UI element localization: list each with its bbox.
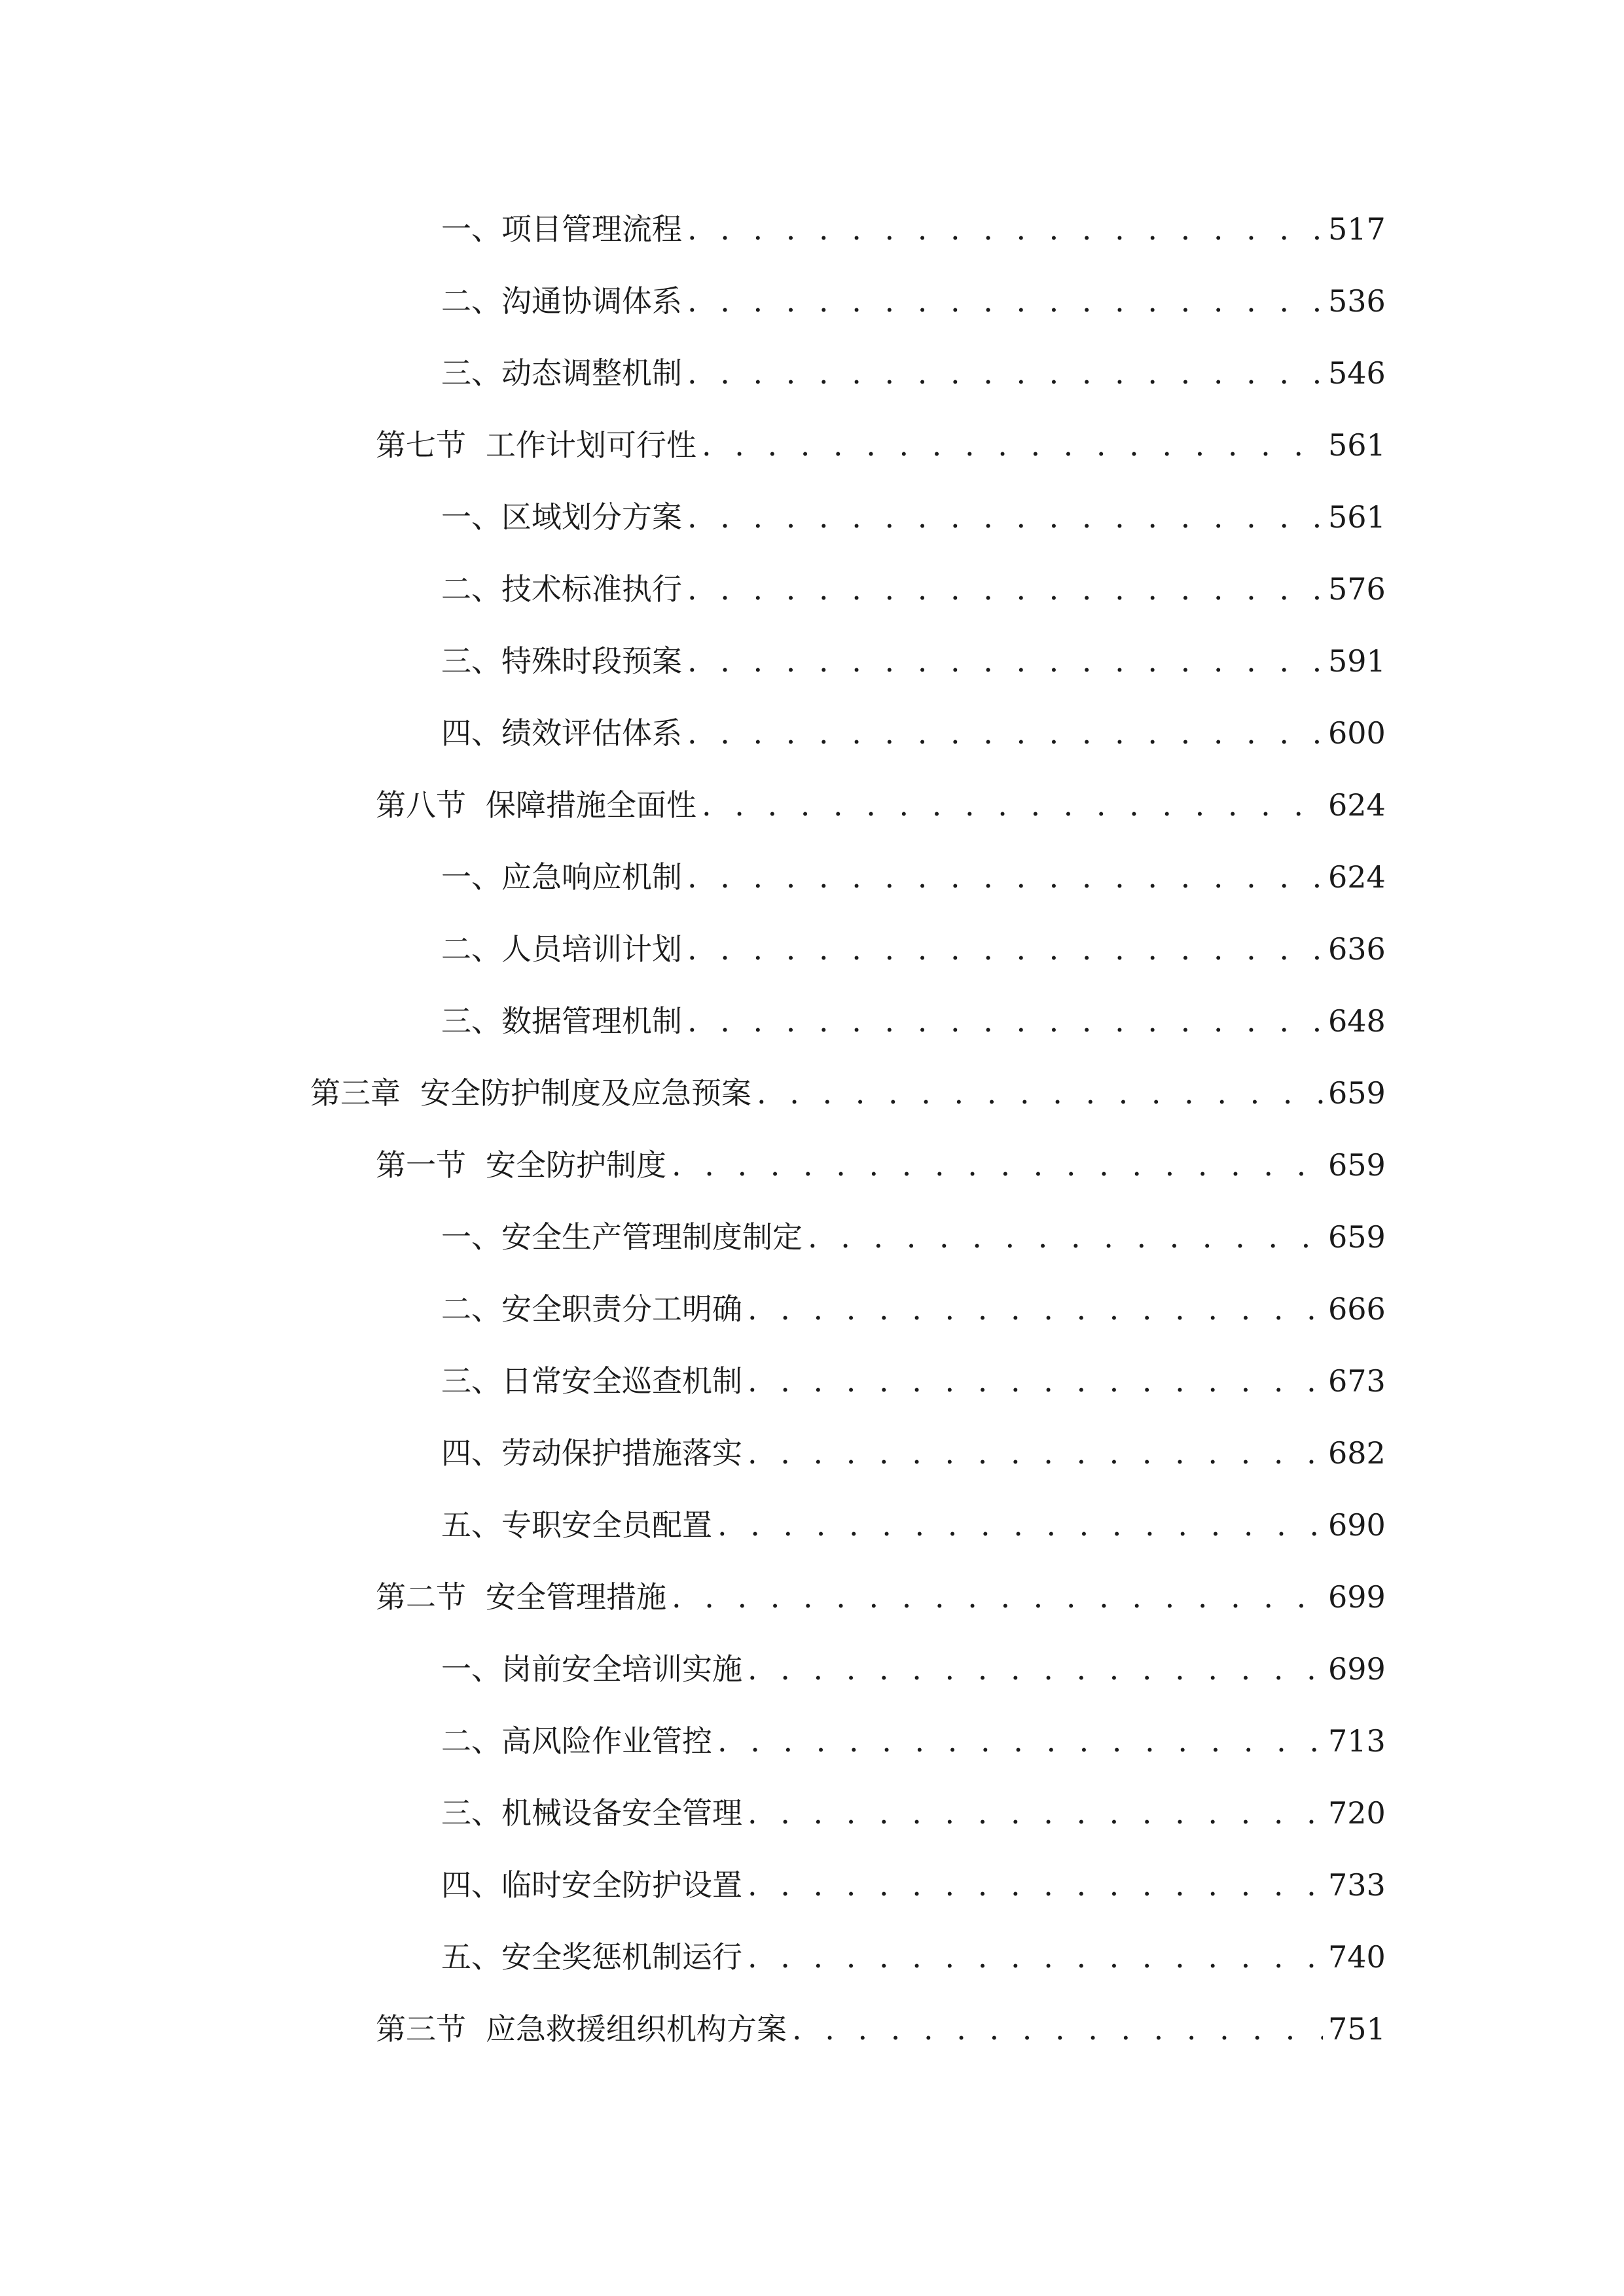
toc-entry-title: 数据管理机制	[501, 1003, 682, 1039]
toc-entry-title: 安全职责分工明确	[501, 1291, 742, 1327]
dot-leader	[792, 2003, 1323, 2055]
toc-entry-title: 安全管理措施	[486, 1579, 666, 1615]
toc-entry-page: 720	[1328, 1795, 1386, 1831]
toc-entry-page: 648	[1328, 1003, 1386, 1039]
toc-entry[interactable]	[441, 1715, 1386, 1767]
dot-leader	[687, 347, 1323, 399]
dot-leader	[687, 563, 1323, 615]
toc-entry-page: 636	[1328, 931, 1386, 967]
toc-entry-page: 659	[1328, 1147, 1386, 1183]
toc-entry-page: 624	[1328, 787, 1386, 823]
toc-entry-number: 三、	[441, 643, 501, 679]
toc-entry[interactable]	[441, 491, 1386, 543]
toc-entry-page: 561	[1328, 427, 1386, 463]
toc-entry-page: 673	[1328, 1363, 1386, 1399]
toc-entry[interactable]	[376, 2003, 1386, 2055]
toc-entry-page: 600	[1328, 715, 1386, 751]
toc-entry-title: 岗前安全培训实施	[501, 1651, 742, 1687]
toc-entry[interactable]	[441, 1427, 1386, 1479]
toc-entry[interactable]	[441, 1283, 1386, 1335]
dot-leader	[748, 1355, 1323, 1407]
toc-entry-title: 安全奖惩机制运行	[501, 1939, 742, 1975]
toc-entry-page: 576	[1328, 571, 1386, 607]
toc-entry-page: 699	[1328, 1651, 1386, 1687]
toc-entry-number: 一、	[441, 499, 501, 535]
dot-leader	[687, 995, 1323, 1047]
toc-entry-page: 624	[1328, 859, 1386, 895]
toc-entry-number: 四、	[441, 1867, 501, 1903]
toc-entry-page: 733	[1328, 1867, 1386, 1903]
dot-leader	[717, 1715, 1323, 1767]
dot-leader	[748, 1643, 1323, 1695]
toc-entry-number: 四、	[441, 1435, 501, 1471]
dot-leader	[687, 203, 1323, 255]
toc-entry-page: 659	[1328, 1075, 1386, 1111]
toc-entry[interactable]	[441, 275, 1386, 327]
toc-entry-title: 保障措施全面性	[486, 787, 696, 823]
toc-entry-number: 一、	[441, 1651, 501, 1687]
dot-leader	[687, 635, 1323, 687]
toc-entry[interactable]	[441, 1787, 1386, 1839]
toc-entry-page: 517	[1328, 211, 1386, 247]
toc-entry-page: 740	[1328, 1939, 1386, 1975]
dot-leader	[748, 1859, 1323, 1911]
dot-leader	[808, 1211, 1323, 1263]
toc-entry-title: 项目管理流程	[501, 211, 682, 247]
toc-entry-page: 690	[1328, 1507, 1386, 1543]
dot-leader	[687, 491, 1323, 543]
toc-entry-title: 日常安全巡查机制	[501, 1363, 742, 1399]
toc-entry-number: 三、	[441, 355, 501, 391]
toc-entry-number: 四、	[441, 715, 501, 751]
toc-entry[interactable]	[441, 635, 1386, 687]
toc-entry-page: 561	[1328, 499, 1386, 535]
toc-entry-title: 工作计划可行性	[486, 427, 696, 463]
toc-entry-number: 五、	[441, 1507, 501, 1543]
toc-entry-title: 应急响应机制	[501, 859, 682, 895]
toc-entry-page: 682	[1328, 1435, 1386, 1471]
toc-entry-page: 666	[1328, 1291, 1386, 1327]
dot-leader	[748, 1427, 1323, 1479]
toc-entry[interactable]	[441, 1931, 1386, 1983]
toc-entry-number: 第二节	[376, 1579, 466, 1615]
toc-entry-number: 第三节	[376, 2011, 466, 2047]
toc-entry-title: 人员培训计划	[501, 931, 682, 967]
toc-entry-number: 一、	[441, 1219, 501, 1255]
toc-entry[interactable]	[441, 995, 1386, 1047]
toc-entry[interactable]	[441, 1355, 1386, 1407]
toc-entry[interactable]	[441, 1499, 1386, 1551]
toc-entry-number: 三、	[441, 1363, 501, 1399]
dot-leader	[702, 419, 1323, 471]
toc-entry-page: 699	[1328, 1579, 1386, 1615]
toc-entry-number: 第一节	[376, 1147, 466, 1183]
toc-entry-title: 特殊时段预案	[501, 643, 682, 679]
dot-leader	[748, 1283, 1323, 1335]
dot-leader	[702, 779, 1323, 831]
dot-leader	[687, 851, 1323, 903]
toc-entry[interactable]	[441, 1211, 1386, 1263]
toc-entry[interactable]	[441, 851, 1386, 903]
toc-entry-title: 临时安全防护设置	[501, 1867, 742, 1903]
toc-entry[interactable]	[441, 1859, 1386, 1911]
toc-entry-number: 第七节	[376, 427, 466, 463]
toc-entry-number: 三、	[441, 1795, 501, 1831]
toc-entry[interactable]	[441, 563, 1386, 615]
dot-leader	[748, 1931, 1323, 1983]
toc-entry-page: 751	[1328, 2011, 1386, 2047]
dot-leader	[687, 923, 1323, 975]
dot-leader	[757, 1067, 1323, 1119]
toc-entry[interactable]	[441, 203, 1386, 255]
toc-entry-number: 二、	[441, 1291, 501, 1327]
toc-entry-page: 536	[1328, 283, 1386, 319]
toc-entry[interactable]	[310, 1067, 1386, 1119]
toc-entry-page: 659	[1328, 1219, 1386, 1255]
toc-entry-title: 安全防护制度	[486, 1147, 666, 1183]
toc-entry[interactable]	[376, 1139, 1386, 1191]
toc-entry-title: 机械设备安全管理	[501, 1795, 742, 1831]
toc-entry-title: 绩效评估体系	[501, 715, 682, 751]
toc-entry[interactable]	[376, 419, 1386, 471]
toc-entry[interactable]	[441, 1643, 1386, 1695]
dot-leader	[748, 1787, 1323, 1839]
toc-entry-number: 一、	[441, 859, 501, 895]
toc-entry-title: 安全防护制度及应急预案	[420, 1075, 751, 1111]
toc-entry-title: 安全生产管理制度制定	[501, 1219, 803, 1255]
toc-entry[interactable]	[441, 923, 1386, 975]
toc-entry-title: 沟通协调体系	[501, 283, 682, 319]
toc-entry-number: 二、	[441, 283, 501, 319]
toc-entry-number: 三、	[441, 1003, 501, 1039]
toc-entry-page: 591	[1328, 643, 1386, 679]
toc-entry-title: 劳动保护措施落实	[501, 1435, 742, 1471]
toc-entry-title: 专职安全员配置	[501, 1507, 712, 1543]
toc-entry-number: 二、	[441, 1723, 501, 1759]
toc-entry-number: 五、	[441, 1939, 501, 1975]
toc-entry-page: 713	[1328, 1723, 1386, 1759]
dot-leader	[672, 1571, 1323, 1623]
toc-entry-number: 二、	[441, 571, 501, 607]
toc-entry-title: 动态调整机制	[501, 355, 682, 391]
toc-entry-number: 第八节	[376, 787, 466, 823]
toc-entry[interactable]	[441, 707, 1386, 759]
toc-entry-title: 区域划分方案	[501, 499, 682, 535]
toc-entry-number: 第三章	[310, 1075, 401, 1111]
toc-entry[interactable]	[376, 1571, 1386, 1623]
dot-leader	[717, 1499, 1323, 1551]
dot-leader	[672, 1139, 1323, 1191]
toc-entry[interactable]	[441, 347, 1386, 399]
dot-leader	[687, 275, 1323, 327]
toc-entry-title: 应急救援组织机构方案	[486, 2011, 787, 2047]
toc-entry[interactable]	[376, 779, 1386, 831]
toc-entry-page: 546	[1328, 355, 1386, 391]
toc-entry-title: 技术标准执行	[501, 571, 682, 607]
dot-leader	[687, 707, 1323, 759]
toc-entry-number: 二、	[441, 931, 501, 967]
toc-entry-number: 一、	[441, 211, 501, 247]
toc-entry-title: 高风险作业管控	[501, 1723, 712, 1759]
